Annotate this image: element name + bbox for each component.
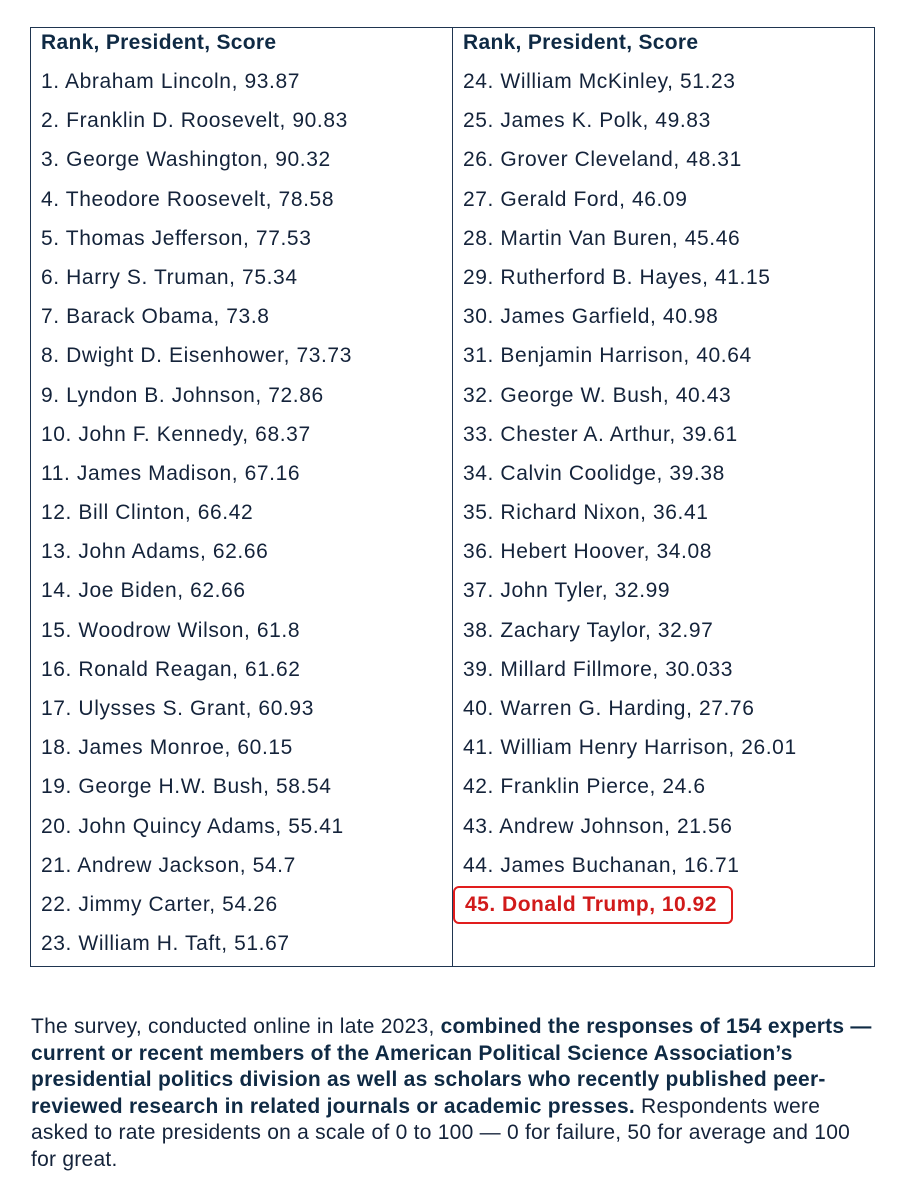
table-row: 32. George W. Bush, 40.43 — [463, 383, 732, 407]
table-row: 16. Ronald Reagan, 61.62 — [41, 657, 301, 681]
column-header: Rank, President, Score — [41, 31, 277, 54]
column-header: Rank, President, Score — [463, 31, 699, 54]
rankings-column-left — [31, 28, 453, 966]
footnote-bold-text: combined the responses of 154 experts — current or recent members of the American Political Science Association’s presidential politics division as well as scholars who recently published peer-reviewed research in related journals or academic presses. — [31, 1015, 872, 1118]
table-row: 44. James Buchanan, 16.71 — [463, 853, 740, 877]
table-row: 18. James Monroe, 60.15 — [41, 736, 293, 760]
rankings-column-right — [453, 28, 874, 966]
table-row: 13. John Adams, 62.66 — [41, 540, 269, 564]
rankings-table — [30, 27, 875, 967]
table-row: 12. Bill Clinton, 66.42 — [41, 501, 254, 525]
table-row: 29. Rutherford B. Hayes, 41.15 — [463, 265, 771, 289]
table-row: 36. Hebert Hoover, 34.08 — [463, 540, 713, 564]
table-row: 42. Franklin Pierce, 24.6 — [463, 775, 706, 799]
table-row: 14. Joe Biden, 62.66 — [41, 579, 246, 603]
highlighted-row — [463, 885, 874, 924]
table-row: 31. Benjamin Harrison, 40.64 — [463, 344, 752, 368]
table-row: 27. Gerald Ford, 46.09 — [463, 187, 688, 211]
table-row: 10. John F. Kennedy, 68.37 — [41, 422, 311, 446]
table-row: 30. James Garfield, 40.98 — [463, 305, 719, 329]
table-row: 23. William H. Taft, 51.67 — [41, 932, 290, 956]
table-row: 8. Dwight D. Eisenhower, 73.73 — [41, 344, 352, 368]
table-row: 2. Franklin D. Roosevelt, 90.83 — [41, 109, 348, 133]
table-row: 1. Abraham Lincoln, 93.87 — [41, 70, 301, 93]
table-row: 11. James Madison, 67.16 — [41, 461, 301, 485]
table-row: 7. Barack Obama, 73.8 — [41, 305, 270, 329]
table-row: 37. John Tyler, 32.99 — [463, 579, 671, 603]
table-row: 6. Harry S. Truman, 75.34 — [41, 265, 298, 289]
table-row: 22. Jimmy Carter, 54.26 — [41, 892, 278, 916]
table-row: 24. William McKinley, 51.23 — [463, 70, 736, 93]
table-row: 17. Ulysses S. Grant, 60.93 — [41, 697, 314, 720]
table-row: 41. William Henry Harrison, 26.01 — [463, 736, 797, 760]
table-row: 40. Warren G. Harding, 27.76 — [463, 697, 755, 720]
table-row: 35. Richard Nixon, 36.41 — [463, 501, 709, 525]
table-row: 43. Andrew Johnson, 21.56 — [463, 814, 733, 838]
table-row: 39. Millard Fillmore, 30.033 — [463, 657, 734, 681]
table-row: 9. Lyndon B. Johnson, 72.86 — [41, 383, 324, 407]
table-row: 5. Thomas Jefferson, 77.53 — [41, 226, 312, 250]
footnote-rest: Respondents were asked to rate presidents on a scale of 0 to 100 — 0 for failure, 50 for average and 100 for great. — [31, 1094, 851, 1171]
table-row: 3. George Washington, 90.32 — [41, 148, 331, 172]
table-row: 33. Chester A. Arthur, 39.61 — [463, 422, 738, 446]
table-row: 26. Grover Cleveland, 48.31 — [463, 148, 742, 172]
table-row: 38. Zachary Taylor, 32.97 — [463, 618, 714, 642]
table-row: 25. James K. Polk, 49.83 — [463, 109, 711, 133]
table-row: 21. Andrew Jackson, 54.7 — [41, 853, 296, 877]
table-row: 4. Theodore Roosevelt, 78.58 — [41, 187, 335, 211]
table-row: 15. Woodrow Wilson, 61.8 — [41, 618, 301, 642]
highlight-box: 45. Donald Trump, 10.92 — [453, 886, 733, 924]
survey-footnote — [31, 1014, 876, 1173]
footnote-intro: The survey, conducted online in late 2023, — [31, 1015, 441, 1038]
table-row: 28. Martin Van Buren, 45.46 — [463, 226, 741, 250]
table-row: 19. George H.W. Bush, 58.54 — [41, 775, 332, 799]
table-row: 20. John Quincy Adams, 55.41 — [41, 814, 344, 838]
table-row: 34. Calvin Coolidge, 39.38 — [463, 461, 725, 485]
